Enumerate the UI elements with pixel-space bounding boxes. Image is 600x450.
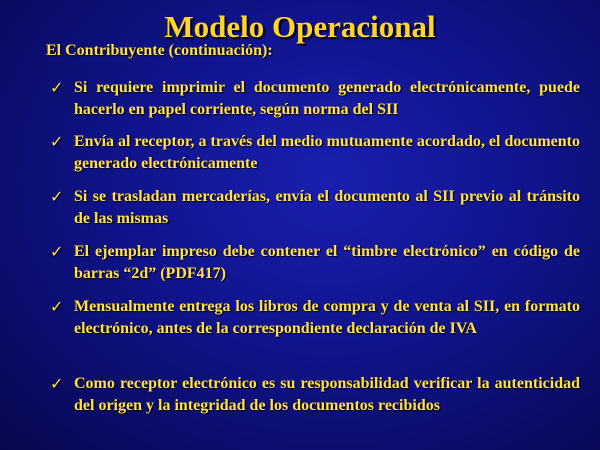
bullet-text: Si se trasladan mercaderías, envía el documento al SII previo al tránsito de las mismas bbox=[74, 188, 580, 227]
bullet-item bbox=[50, 186, 580, 230]
bullet-item bbox=[50, 131, 580, 175]
bullet-text: El ejemplar impreso debe contener el “timbre electrónico” en código de barras “2d” (PDF417) bbox=[74, 243, 580, 282]
bullet-text: Envía al receptor, a través del medio mutuamente acordado, el documento generado electrónicamente bbox=[74, 133, 580, 172]
bullet-item bbox=[50, 296, 580, 340]
slide-title: Modelo Operacional bbox=[164, 9, 436, 44]
checkmark-icon: ✓ bbox=[50, 374, 64, 393]
slide-subtitle: El Contribuyente (continuación): bbox=[46, 42, 273, 59]
bullet-text: Si requiere imprimir el documento generado electrónicamente, puede hacerlo en papel corriente, según norma del SII bbox=[74, 79, 580, 118]
checkmark-icon: ✓ bbox=[50, 132, 64, 151]
checkmark-icon: ✓ bbox=[50, 242, 64, 261]
bullet-text: Mensualmente entrega los libros de compra y de venta al SII, en formato electrónico, antes de la correspondiente declaración de IVA bbox=[74, 298, 580, 337]
bullet-item bbox=[50, 373, 580, 417]
checkmark-icon: ✓ bbox=[50, 78, 64, 97]
bullet-text: Como receptor electrónico es su responsabilidad verificar la autenticidad del origen y la integridad de los documentos recibidos bbox=[74, 375, 580, 414]
checkmark-icon: ✓ bbox=[50, 187, 64, 206]
bullet-item bbox=[50, 241, 580, 285]
bullet-item bbox=[50, 77, 580, 121]
checkmark-icon: ✓ bbox=[50, 297, 64, 316]
